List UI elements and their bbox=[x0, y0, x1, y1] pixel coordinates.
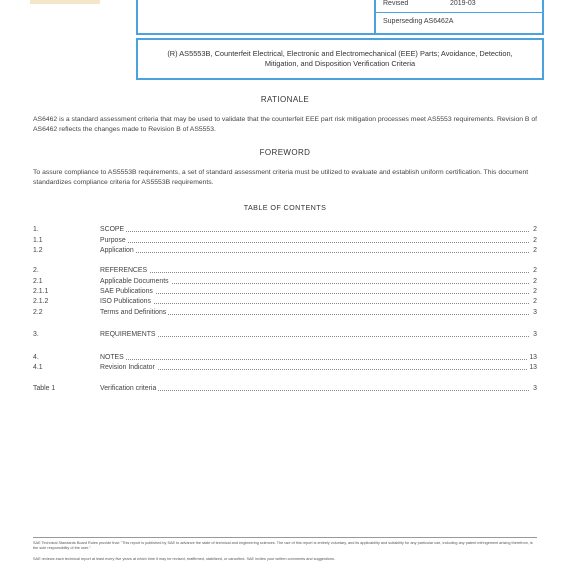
document-title: (R) AS5553B, Counterfeit Electrical, Electronic and Electromechanical (EEE) Parts; Avoidance, Detection, Mitigation, and Disposition Verification Criteria bbox=[167, 49, 513, 68]
toc-entry-page: 2 bbox=[533, 288, 537, 295]
toc-entry-page: 13 bbox=[529, 364, 537, 371]
toc-dot-leader bbox=[100, 252, 529, 253]
toc-entry-page: 2 bbox=[533, 298, 537, 305]
toc-entry[interactable] bbox=[33, 287, 537, 296]
toc-entry-title: Application bbox=[100, 247, 134, 254]
toc-entry-title: REQUIREMENTS bbox=[100, 331, 156, 338]
toc-entry-page: 2 bbox=[533, 267, 537, 274]
toc-entry-title: Terms and Definitions bbox=[100, 309, 167, 316]
toc-dot-leader bbox=[100, 336, 529, 337]
superseding-note: Superseding AS6462A bbox=[383, 18, 454, 25]
toc-entry-title: REFERENCES bbox=[100, 267, 148, 274]
toc-entry-page: 2 bbox=[533, 278, 537, 285]
toc-dot-leader bbox=[100, 231, 529, 232]
rationale-heading: RATIONALE bbox=[260, 95, 310, 104]
toc-heading: TABLE OF CONTENTS bbox=[243, 203, 327, 212]
revised-date: 2019-03 bbox=[450, 0, 476, 7]
toc-entry[interactable] bbox=[33, 277, 537, 286]
toc-entry[interactable] bbox=[33, 266, 537, 275]
toc-entry-title: Revision Indicator bbox=[100, 364, 155, 371]
toc-entry[interactable] bbox=[33, 384, 537, 393]
toc-entry-page: 2 bbox=[533, 226, 537, 233]
footer-notice: SAE Technical Standards Board Rules provide that: "This report is published by SAE to advance the state of technical and engineering sciences. The use of this report is entirely voluntary, and its applicability and suitability for any particular use, including any patent infringement arising therefrom, is the sole responsibility of the user." bbox=[33, 541, 533, 550]
toc-entry-title: SCOPE bbox=[100, 226, 125, 233]
toc-entry-number: 1.1 bbox=[33, 237, 43, 244]
toc-entry-number: 1.2 bbox=[33, 247, 43, 254]
toc-dot-leader bbox=[100, 369, 529, 370]
revised-label: Revised bbox=[383, 0, 409, 7]
toc-entry-page: 2 bbox=[533, 237, 537, 244]
toc-entry-number: 4.1 bbox=[33, 364, 43, 371]
toc-entry-number: 1. bbox=[33, 226, 39, 233]
toc-entry-number: Table 1 bbox=[33, 385, 56, 392]
toc-entry-number: 2.1 bbox=[33, 278, 43, 285]
toc-dot-leader bbox=[100, 390, 529, 391]
toc-dot-leader bbox=[100, 272, 529, 273]
toc-entry-page: 13 bbox=[529, 354, 537, 361]
rationale-text: AS6462 is a standard assessment criteria that may be used to validate that the counterfeit EEE part risk mitigation processes meet AS5553 requirements. Revision B of AS6462 reflects the changes made to Revision B of AS5553. bbox=[33, 116, 537, 133]
foreword-heading: FOREWORD bbox=[259, 148, 311, 157]
toc-dot-leader bbox=[100, 293, 529, 294]
toc-entry-title: SAE Publications bbox=[100, 288, 153, 295]
toc-entry[interactable] bbox=[33, 363, 537, 372]
document-header-box bbox=[136, 0, 544, 35]
toc-entry-number: 2. bbox=[33, 267, 39, 274]
header-rule bbox=[376, 12, 542, 13]
toc-entry-number: 2.2 bbox=[33, 309, 43, 316]
toc-entry-page: 3 bbox=[533, 309, 537, 316]
toc-entry-title: Purpose bbox=[100, 237, 126, 244]
toc-entry[interactable] bbox=[33, 308, 537, 317]
toc-entry[interactable] bbox=[33, 236, 537, 245]
toc-entry[interactable] bbox=[33, 297, 537, 306]
toc-dot-leader bbox=[100, 359, 529, 360]
sae-logo bbox=[30, 0, 100, 4]
toc-entry[interactable] bbox=[33, 246, 537, 255]
toc-entry-title: ISO Publications bbox=[100, 298, 151, 305]
toc-entry-page: 2 bbox=[533, 247, 537, 254]
toc-dot-leader bbox=[100, 303, 529, 304]
toc-entry-page: 3 bbox=[533, 331, 537, 338]
toc-entry-number: 2.1.1 bbox=[33, 288, 49, 295]
toc-dot-leader bbox=[100, 242, 529, 243]
footer-rule bbox=[33, 537, 537, 538]
toc-entry-number: 2.1.2 bbox=[33, 298, 49, 305]
toc-entry-number: 4. bbox=[33, 354, 39, 361]
toc-entry-title: Verification criteria bbox=[100, 385, 157, 392]
toc-entry[interactable] bbox=[33, 225, 537, 234]
toc-entry[interactable] bbox=[33, 330, 537, 339]
toc-entry-title: Applicable Documents bbox=[100, 278, 169, 285]
toc-entry-number: 3. bbox=[33, 331, 39, 338]
foreword-text: To assure compliance to AS5553B requirements, a set of standard assessment criteria must be utilized to evaluate and establish uniform certification. This document standardizes compliance criteria for AS5553B requirements. bbox=[33, 169, 529, 186]
toc-entry-page: 3 bbox=[533, 385, 537, 392]
footer-review-notice: SAE reviews each technical report at least every five years at which time it may be revised, reaffirmed, stabilized, or cancelled. SAE invites your written comments and suggestions. bbox=[33, 557, 335, 561]
header-divider bbox=[374, 0, 376, 33]
toc-entry[interactable] bbox=[33, 353, 537, 362]
toc-entry-title: NOTES bbox=[100, 354, 124, 361]
document-title-box bbox=[136, 38, 544, 80]
